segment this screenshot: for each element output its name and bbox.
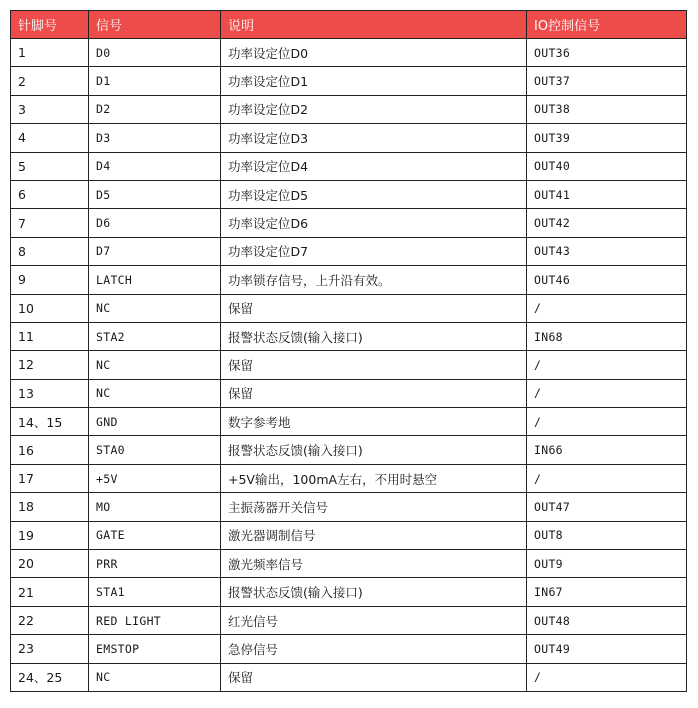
table-row	[11, 67, 687, 95]
cell-signal: D7	[89, 237, 221, 265]
cell-signal: NC	[89, 379, 221, 407]
cell-description: 功率设定位D2	[221, 95, 527, 123]
cell-io-control: OUT42	[527, 209, 687, 237]
cell-io-control: IN68	[527, 322, 687, 350]
table-row	[11, 635, 687, 663]
cell-pin-number: 2	[11, 67, 89, 95]
cell-io-control: /	[527, 408, 687, 436]
cell-pin-number: 14、15	[11, 408, 89, 436]
cell-pin-number: 1	[11, 39, 89, 67]
cell-description: 激光器调制信号	[221, 521, 527, 549]
cell-description: 激光频率信号	[221, 550, 527, 578]
cell-signal: D2	[89, 95, 221, 123]
cell-pin-number: 10	[11, 294, 89, 322]
cell-description: 主振荡器开关信号	[221, 493, 527, 521]
table-row	[11, 550, 687, 578]
cell-description: 报警状态反馈(输入接口)	[221, 322, 527, 350]
cell-io-control: OUT47	[527, 493, 687, 521]
table-row	[11, 351, 687, 379]
cell-pin-number: 6	[11, 180, 89, 208]
cell-io-control: OUT41	[527, 180, 687, 208]
cell-io-control: OUT8	[527, 521, 687, 549]
cell-pin-number: 17	[11, 464, 89, 492]
table-row	[11, 578, 687, 606]
cell-io-control: OUT46	[527, 266, 687, 294]
cell-description: 功率设定位D5	[221, 180, 527, 208]
cell-pin-number: 16	[11, 436, 89, 464]
table-row	[11, 180, 687, 208]
table-row	[11, 521, 687, 549]
pin-table-container	[10, 10, 686, 692]
cell-description: 报警状态反馈(输入接口)	[221, 436, 527, 464]
cell-signal: EMSTOP	[89, 635, 221, 663]
table-row	[11, 237, 687, 265]
cell-pin-number: 12	[11, 351, 89, 379]
cell-description: 功率设定位D0	[221, 39, 527, 67]
cell-signal: +5V	[89, 464, 221, 492]
cell-pin-number: 24、25	[11, 663, 89, 691]
table-row	[11, 436, 687, 464]
cell-io-control: /	[527, 379, 687, 407]
table-row	[11, 464, 687, 492]
cell-io-control: OUT37	[527, 67, 687, 95]
header-row	[11, 11, 687, 39]
cell-io-control: OUT39	[527, 124, 687, 152]
cell-pin-number: 18	[11, 493, 89, 521]
table-row	[11, 408, 687, 436]
cell-description: 保留	[221, 379, 527, 407]
cell-signal: D3	[89, 124, 221, 152]
header-signal: 信号	[89, 11, 221, 39]
cell-description: 红光信号	[221, 606, 527, 634]
header-io-control: IO控制信号	[527, 11, 687, 39]
cell-signal: STA0	[89, 436, 221, 464]
cell-pin-number: 19	[11, 521, 89, 549]
cell-io-control: OUT48	[527, 606, 687, 634]
cell-description: 功率锁存信号，上升沿有效。	[221, 266, 527, 294]
header-description: 说明	[221, 11, 527, 39]
table-row	[11, 379, 687, 407]
cell-pin-number: 13	[11, 379, 89, 407]
cell-signal: D1	[89, 67, 221, 95]
cell-pin-number: 8	[11, 237, 89, 265]
cell-description: 报警状态反馈(输入接口)	[221, 578, 527, 606]
table-row	[11, 124, 687, 152]
cell-signal: D4	[89, 152, 221, 180]
table-row	[11, 152, 687, 180]
table-row	[11, 322, 687, 350]
cell-pin-number: 7	[11, 209, 89, 237]
cell-signal: D6	[89, 209, 221, 237]
cell-pin-number: 22	[11, 606, 89, 634]
pin-definition-table	[10, 10, 687, 692]
cell-io-control: /	[527, 464, 687, 492]
cell-signal: D0	[89, 39, 221, 67]
cell-description: 功率设定位D4	[221, 152, 527, 180]
cell-pin-number: 9	[11, 266, 89, 294]
table-row	[11, 663, 687, 691]
cell-pin-number: 23	[11, 635, 89, 663]
cell-signal: NC	[89, 663, 221, 691]
table-row	[11, 209, 687, 237]
cell-description: 保留	[221, 294, 527, 322]
table-row	[11, 39, 687, 67]
cell-pin-number: 3	[11, 95, 89, 123]
cell-pin-number: 11	[11, 322, 89, 350]
cell-description: 功率设定位D6	[221, 209, 527, 237]
cell-description: 功率设定位D7	[221, 237, 527, 265]
table-row	[11, 95, 687, 123]
cell-io-control: OUT49	[527, 635, 687, 663]
cell-signal: STA1	[89, 578, 221, 606]
cell-io-control: OUT43	[527, 237, 687, 265]
cell-description: 急停信号	[221, 635, 527, 663]
cell-signal: GATE	[89, 521, 221, 549]
cell-signal: LATCH	[89, 266, 221, 294]
cell-description: 保留	[221, 663, 527, 691]
cell-signal: D5	[89, 180, 221, 208]
table-row	[11, 294, 687, 322]
cell-pin-number: 20	[11, 550, 89, 578]
cell-description: 功率设定位D3	[221, 124, 527, 152]
table-body	[11, 39, 687, 692]
cell-io-control: /	[527, 351, 687, 379]
cell-io-control: IN67	[527, 578, 687, 606]
cell-signal: PRR	[89, 550, 221, 578]
cell-io-control: /	[527, 663, 687, 691]
table-row	[11, 493, 687, 521]
cell-signal: RED LIGHT	[89, 606, 221, 634]
cell-io-control: OUT40	[527, 152, 687, 180]
table-row	[11, 606, 687, 634]
cell-description: 功率设定位D1	[221, 67, 527, 95]
cell-signal: NC	[89, 294, 221, 322]
cell-description: 保留	[221, 351, 527, 379]
cell-io-control: IN66	[527, 436, 687, 464]
cell-pin-number: 5	[11, 152, 89, 180]
table-header	[11, 11, 687, 39]
cell-io-control: OUT9	[527, 550, 687, 578]
cell-description: +5V输出，100mA左右，不用时悬空	[221, 464, 527, 492]
header-pin-number: 针脚号	[11, 11, 89, 39]
cell-signal: GND	[89, 408, 221, 436]
table-row	[11, 266, 687, 294]
cell-io-control: OUT36	[527, 39, 687, 67]
cell-description: 数字参考地	[221, 408, 527, 436]
cell-signal: NC	[89, 351, 221, 379]
cell-pin-number: 21	[11, 578, 89, 606]
cell-io-control: /	[527, 294, 687, 322]
cell-io-control: OUT38	[527, 95, 687, 123]
cell-pin-number: 4	[11, 124, 89, 152]
cell-signal: STA2	[89, 322, 221, 350]
cell-signal: MO	[89, 493, 221, 521]
